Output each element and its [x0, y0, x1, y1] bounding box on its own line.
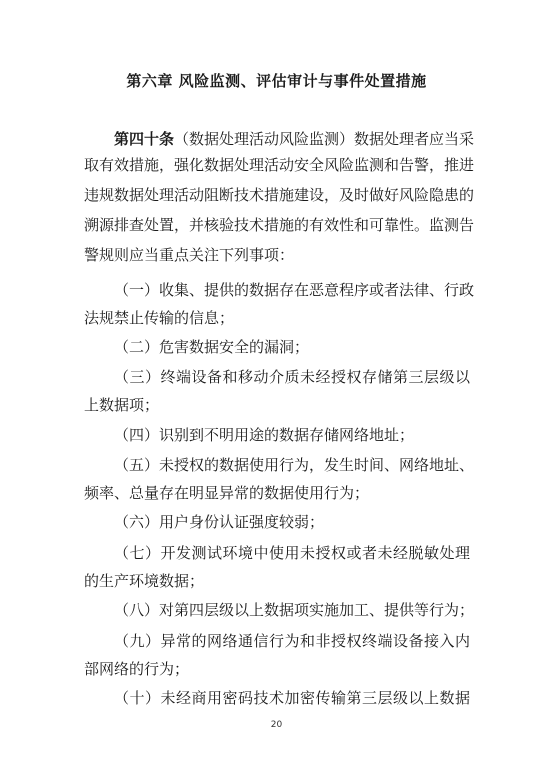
article-line-3: 违规数据处理活动阻断技术措施建设，及时做好风险隐患的 — [84, 186, 475, 204]
item-9-line-1: （九）异常的网络通信行为和非授权终端设备接入内 — [114, 632, 470, 650]
item-8: （八）对第四层级以上数据项实施加工、提供等行为； — [114, 601, 475, 619]
item-10-line-1: （十）未经商用密码技术加密传输第三层级以上数据 — [114, 689, 470, 707]
item-5-line-1: （五）未授权的数据使用行为，发生时间、网络地址、 — [114, 456, 475, 474]
item-2: （二）危害数据安全的漏洞； — [114, 338, 310, 356]
item-9-line-2: 部网络的行为； — [84, 660, 190, 678]
item-3-line-2: 上数据项； — [84, 396, 160, 414]
article-heading: 第四十条 — [114, 130, 175, 148]
item-3-line-1: （三）终端设备和移动介质未经授权存储第三层级以 — [114, 368, 470, 386]
item-7-line-1: （七）开发测试环境中使用未授权或者未经脱敏处理 — [114, 544, 470, 562]
page-number: 20 — [270, 720, 283, 730]
item-7-line-2: 的生产环境数据； — [84, 572, 205, 590]
item-5-line-2: 频率、总量存在明显异常的数据使用行为； — [84, 484, 370, 502]
item-6: （六）用户身份认证强度较弱； — [114, 513, 325, 531]
article-line-5: 警规则应当重点关注下列事项： — [84, 246, 295, 264]
article-line-2: 取有效措施，强化数据处理活动安全风险监测和告警，推进 — [84, 156, 475, 174]
article-line-4: 溯源排查处置，并核验技术措施的有效性和可靠性。监测告 — [84, 216, 475, 234]
item-1-line-2: 法规禁止传输的信息； — [84, 309, 235, 327]
article-line-1 — [84, 129, 475, 149]
article-text: （数据处理活动风险监测）数据处理者应当采 — [174, 130, 475, 148]
item-1-line-1: （一）收集、提供的数据存在恶意程序或者法律、行政 — [114, 281, 475, 299]
chapter-title: 第六章 风险监测、评估审计与事件处置措施 — [126, 72, 427, 90]
item-4: （四）识别到不明用途的数据存储网络地址； — [114, 426, 415, 444]
